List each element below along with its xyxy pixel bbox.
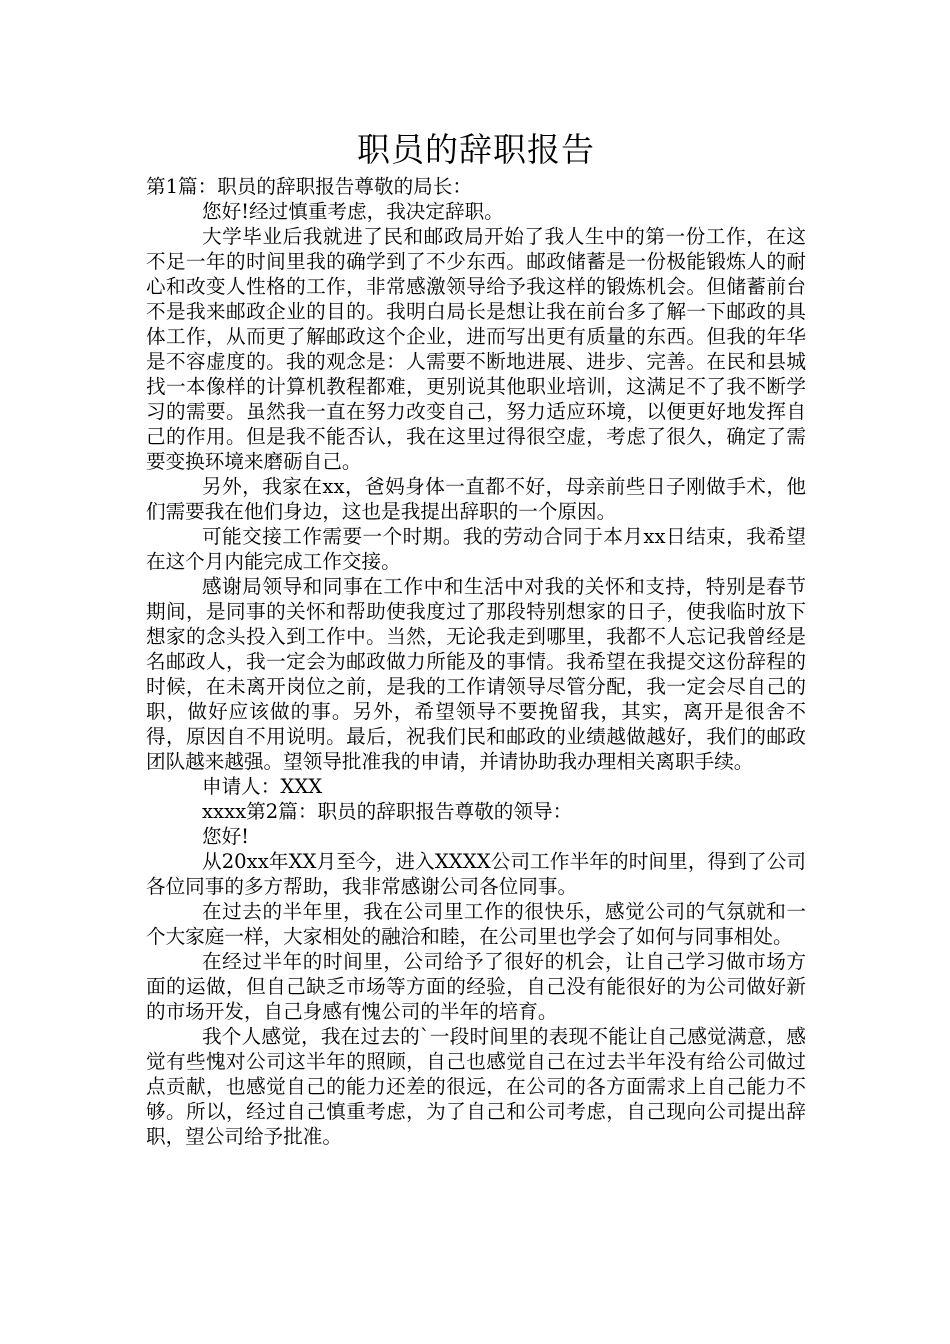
paragraph-greeting-2: 您好! (202, 825, 250, 848)
document-page (146, 128, 806, 1149)
paragraph-body-8: 我个人感觉，我在过去的`一段时间里的表现不能让自己感觉满意，感觉有些愧对公司这半年的照顾，自己也感觉自己在过去半年没有给公司做过点贡献，也感觉自己的能力还差的很远，在公司的各方面需求上自己能力不够。所以，经过自己慎重考虑，为了自己和公司考虑，自己现向公司提出辞职，望公司给予批准。 (146, 1025, 806, 1148)
paragraph-body-4: 感谢局领导和同事在工作中和生活中对我的关怀和支持，特别是春节期间，是同事的关怀和帮助使我度过了那段特别想家的日子，使我临时放下想家的念头投入到工作中。当然，无论我走到哪里，我都不人忘记我曾经是名邮政人，我一定会为邮政做力所能及的事情。我希望在我提交这份辞程的时候，在未离开岗位之前，是我的工作请领导尽管分配，我一定会尽自己的职，做好应该做的事。另外，希望领导不要挽留我，其实，离开是很舍不得，原因自不用说明。最后，祝我们民和邮政的业绩越做越好，我们的邮政团队越来越强。望领导批准我的申请，并请协助我办理相关离职手续。 (146, 575, 806, 773)
paragraph-body-2: 另外，我家在xx，爸妈身体一直都不好，母亲前些日子刚做手术，他们需要我在他们身边，这也是我提出辞职的一个原因。 (146, 475, 806, 523)
paragraph-applicant: 申请人：XXX (202, 775, 323, 798)
paragraph-body-3: 可能交接工作需要一个时期。我的劳动合同于本月xx日结束，我希望在这个月内能完成工作交接。 (146, 525, 806, 573)
paragraph-heading-1: 第1篇：职员的辞职报告尊敬的局长： (146, 175, 472, 198)
paragraph-heading-2: xxxx第2篇：职员的辞职报告尊敬的领导： (202, 800, 573, 823)
paragraph-body-1: 大学毕业后我就进了民和邮政局开始了我人生中的第一份工作，在这不足一年的时间里我的确学到了不少东西。邮政储蓄是一份极能锻炼人的耐心和改变人性格的工作，非常感激领导给予我这样的锻炼机会。但储蓄前台不是我来邮政企业的目的。我明白局长是想让我在前台多了解一下邮政的具体工作，从而更了解邮政这个企业，进而写出更有质量的东西。但我的年华是不容虚度的。我的观念是：人需要不断地进展、进步、完善。在民和县城找一本像样的计算机教程都难，更别说其他职业培训，这满足不了我不断学习的需要。虽然我一直在努力改变自己，努力适应环境，以便更好地发挥自己的作用。但是我不能否认，我在这里过得很空虚，考虑了很久，确定了需要变换环境来磨砺自己。 (146, 225, 806, 473)
paragraph-body-6: 在过去的半年里，我在公司里工作的很快乐，感觉公司的气氛就和一个大家庭一样，大家相处的融洽和睦，在公司里也学会了如何与同事相处。 (146, 900, 806, 948)
document-title: 职员的辞职报告 (357, 130, 595, 169)
paragraph-greeting-1: 您好!经过慎重考虑，我决定辞职。 (202, 200, 504, 223)
paragraph-body-5: 从20xx年XX月至今，进入XXXX公司工作半年的时间里，得到了公司各位同事的多方帮助，我非常感谢公司各位同事。 (146, 850, 806, 898)
paragraph-body-7: 在经过半年的时间里，公司给予了很好的机会，让自己学习做市场方面的运做，但自己缺乏市场等方面的经验，自己没有能很好的为公司做好新的市场开发，自己身感有愧公司的半年的培育。 (146, 950, 806, 1023)
